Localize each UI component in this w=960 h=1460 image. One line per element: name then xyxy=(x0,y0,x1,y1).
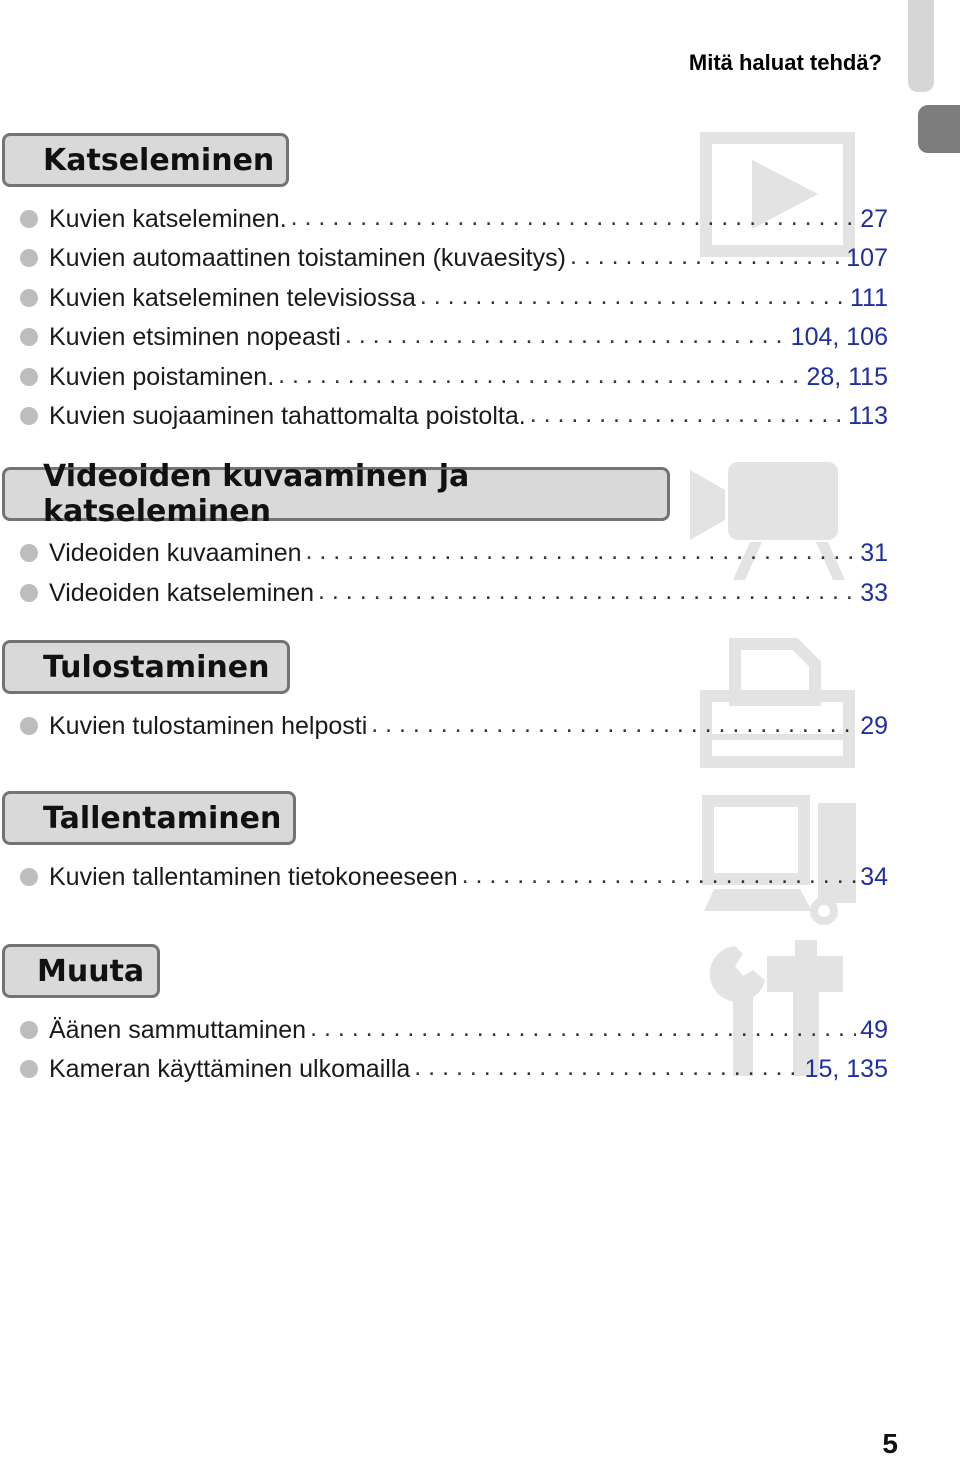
page-link[interactable]: 107 xyxy=(846,243,888,272)
toc-entry[interactable] xyxy=(20,361,888,393)
dot-leader xyxy=(345,321,787,350)
dot-leader xyxy=(420,282,846,311)
section-header-other xyxy=(2,944,160,998)
bullet-icon xyxy=(20,1060,38,1078)
dot-leader xyxy=(371,710,856,739)
section-title: Videoiden kuvaaminen ja katseleminen xyxy=(43,459,470,529)
dot-leader xyxy=(462,861,857,890)
entry-label: Kuvien katseleminen televisiossa xyxy=(49,283,416,312)
page-link[interactable]: 28, 115 xyxy=(806,362,888,391)
entry-label: Äänen sammuttaminen xyxy=(49,1015,307,1044)
bullet-icon xyxy=(20,210,38,228)
entry-label: Kuvien tulostaminen helposti xyxy=(49,711,368,740)
dot-leader xyxy=(318,577,856,606)
entry-label: Kuvien tallentaminen tietokoneeseen xyxy=(49,862,458,891)
section-title: Tulostaminen xyxy=(43,649,270,685)
page-link[interactable]: 29 xyxy=(860,711,888,740)
page-link[interactable]: 49 xyxy=(860,1015,888,1044)
bullet-icon xyxy=(20,717,38,735)
section-header-saving xyxy=(2,791,296,845)
dot-leader xyxy=(530,400,844,429)
bullet-icon xyxy=(20,249,38,267)
entry-label: Videoiden katseleminen xyxy=(49,578,315,607)
toc-entry[interactable] xyxy=(20,203,888,235)
bullet-icon xyxy=(20,1021,38,1039)
page-link[interactable]: 27 xyxy=(860,204,888,233)
toc-entry[interactable] xyxy=(20,710,888,742)
dot-leader xyxy=(414,1053,800,1082)
section-title: Muuta xyxy=(37,953,145,989)
toc-entry[interactable] xyxy=(20,282,888,314)
dot-leader xyxy=(306,537,857,566)
section-header-printing xyxy=(2,640,290,694)
bullet-icon xyxy=(20,328,38,346)
page-link[interactable]: 111 xyxy=(849,283,888,312)
toc-entry[interactable] xyxy=(20,242,888,274)
dot-leader xyxy=(291,203,857,232)
toc-entry[interactable] xyxy=(20,537,888,569)
page-link[interactable]: 113 xyxy=(848,401,888,430)
bullet-icon xyxy=(20,289,38,307)
entry-label: Videoiden kuvaaminen xyxy=(49,538,302,567)
entry-label: Kuvien suojaaminen tahattomalta poistolta. xyxy=(49,401,526,430)
toc-entry[interactable] xyxy=(20,321,888,353)
play-icon xyxy=(700,132,855,257)
entry-label: Kuvien poistaminen. xyxy=(49,362,275,391)
page-link[interactable]: 104, 106 xyxy=(790,322,888,351)
page-link[interactable]: 34 xyxy=(860,862,888,891)
dot-leader xyxy=(278,361,802,390)
dot-leader xyxy=(570,242,842,271)
toc-entry[interactable] xyxy=(20,577,888,609)
section-title: Tallentaminen xyxy=(43,800,282,836)
dot-leader xyxy=(310,1014,856,1043)
page-number: 5 xyxy=(882,1428,898,1459)
entry-label: Kuvien etsiminen nopeasti xyxy=(49,322,341,351)
section-header-movies xyxy=(2,459,670,529)
page-link[interactable]: 33 xyxy=(860,578,888,607)
toc-entry[interactable] xyxy=(20,861,888,893)
page-header-title: Mitä haluat tehdä? xyxy=(688,50,882,75)
printer-icon xyxy=(700,638,855,768)
entry-label: Kuvien katseleminen. xyxy=(49,204,287,233)
page-link[interactable]: 15, 135 xyxy=(804,1054,888,1083)
toc-entry[interactable] xyxy=(20,1053,888,1085)
bullet-icon xyxy=(20,584,38,602)
side-tab-top xyxy=(908,0,934,92)
bullet-icon xyxy=(20,407,38,425)
side-tab-active xyxy=(918,105,960,153)
bullet-icon xyxy=(20,368,38,386)
entry-label: Kuvien automaattinen toistaminen (kuvaesitys) xyxy=(49,243,566,272)
bullet-icon xyxy=(20,544,38,562)
page-link[interactable]: 31 xyxy=(860,538,888,567)
bullet-icon xyxy=(20,868,38,886)
section-header-viewing xyxy=(2,133,289,187)
toc-entry[interactable] xyxy=(20,400,888,432)
section-title: Katseleminen xyxy=(43,142,275,178)
toc-entry[interactable] xyxy=(20,1014,888,1046)
entry-label: Kameran käyttäminen ulkomailla xyxy=(49,1054,411,1083)
